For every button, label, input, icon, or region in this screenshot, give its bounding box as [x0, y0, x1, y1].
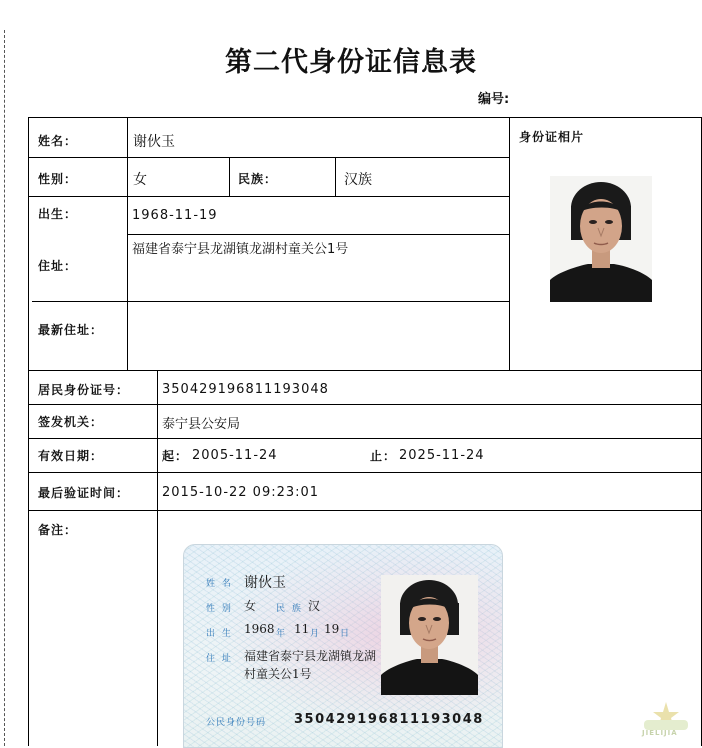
photo-label: 身份证相片 [519, 130, 585, 144]
authority-label: 签发机关： [38, 415, 104, 429]
address-value: 福建省泰宁县龙湖镇龙湖村童关公1号 [132, 242, 349, 257]
row-divider [32, 301, 509, 302]
card-name-label: 姓 名 [206, 579, 233, 589]
page-edge-dashed-line [4, 30, 5, 746]
table-border-left [28, 117, 29, 746]
id-number-label: 居民身份证号： [38, 383, 130, 397]
gender-divider [229, 157, 230, 196]
authority-value: 泰宁县公安局 [162, 417, 241, 432]
card-id-number: 350429196811193048 [294, 712, 484, 727]
watermark-logo [640, 700, 692, 740]
valid-to-value: 2025-11-24 [399, 448, 485, 463]
name-value: 谢伙玉 [133, 134, 175, 150]
new-address-label: 最新住址： [38, 323, 104, 337]
gender-label: 性别： [38, 172, 78, 186]
row-divider [28, 370, 702, 371]
row-divider [28, 404, 702, 405]
row-divider [28, 472, 702, 473]
validity-label: 有效日期： [38, 449, 104, 463]
card-name-value: 谢伙玉 [244, 575, 286, 591]
card-address-line1: 福建省泰宁县龙湖镇龙湖 [244, 649, 377, 663]
card-gender-label: 性 别 [206, 604, 233, 614]
valid-to-label: 止： [370, 449, 397, 463]
valid-from-label: 起： [162, 449, 189, 463]
card-ethnicity-label: 民 族 [276, 604, 303, 614]
table-border-top [28, 117, 702, 118]
serial-number-label: 编号: [478, 92, 510, 107]
photo-column-divider [509, 117, 510, 370]
birth-value: 1968-11-19 [132, 208, 218, 223]
valid-from-value: 2005-11-24 [192, 448, 278, 463]
portrait-image [550, 176, 652, 302]
last-verify-label: 最后验证时间： [38, 486, 130, 500]
row-divider [28, 157, 509, 158]
card-day-unit: 日 [340, 629, 350, 639]
label-column-divider [127, 117, 128, 370]
id-number-value: 350429196811193048 [162, 382, 329, 397]
card-birth-day: 19 [324, 622, 340, 636]
card-birth-year: 1968 [244, 622, 275, 636]
row-divider [28, 510, 702, 511]
lower-label-column-divider [157, 370, 158, 746]
address-label: 住址： [38, 259, 78, 273]
card-birth-label: 出 生 [206, 629, 233, 639]
birth-label: 出生： [38, 207, 78, 221]
card-year-unit: 年 [276, 629, 286, 639]
card-id-label: 公民身份号码 [206, 718, 267, 728]
page-title: 第二代身份证信息表 [225, 47, 477, 78]
card-birth-month: 11 [294, 622, 310, 636]
gender-value: 女 [133, 172, 147, 188]
card-portrait-image [381, 575, 478, 695]
name-label: 姓名： [38, 134, 78, 148]
row-divider [127, 234, 509, 235]
remark-label: 备注： [38, 523, 78, 537]
card-address-label: 住 址 [206, 654, 233, 664]
ethnicity-divider [335, 157, 336, 196]
card-month-unit: 月 [310, 629, 320, 639]
watermark-text: JIELIJIA [642, 729, 678, 737]
id-card-image [183, 544, 503, 748]
card-ethnicity-value: 汉 [308, 599, 321, 613]
ethnicity-label: 民族： [238, 172, 278, 186]
row-divider [28, 196, 509, 197]
row-divider [28, 438, 702, 439]
card-address-line2: 村童关公1号 [244, 667, 312, 681]
card-photo [381, 575, 478, 695]
id-photo [550, 176, 652, 302]
card-gender-value: 女 [244, 599, 257, 613]
ethnicity-value: 汉族 [344, 172, 372, 188]
last-verify-value: 2015-10-22 09:23:01 [162, 485, 320, 500]
